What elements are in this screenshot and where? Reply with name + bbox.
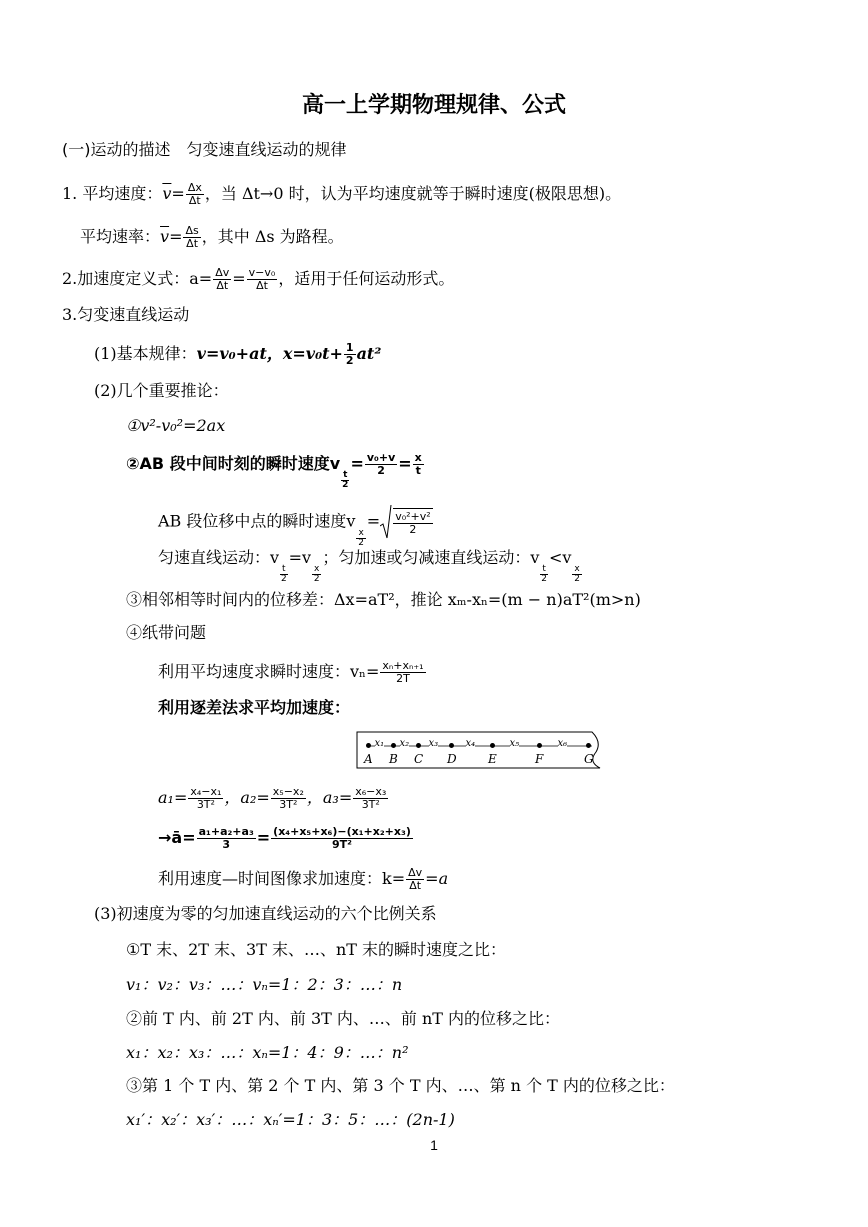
ratio-3-values: x₁′：x₂′：x₃′：…：xₙ′=1：3：5：…：(2n-1) xyxy=(126,1110,455,1129)
ratio-1-values: v₁：v₂：v₃：…：vₙ=1：2：3：…：n xyxy=(126,975,403,994)
v-bar: $\overline{v}$ xyxy=(160,227,170,246)
page-number: 1 xyxy=(430,1137,438,1153)
fraction: $\frac{x}{t}$ xyxy=(414,451,422,477)
item-label: 1. 平均速度： xyxy=(62,184,163,203)
fraction: $\frac{\text{v₀+v}}{2}$ xyxy=(366,451,396,477)
sqrt-radical: $\frac{\text{v₀²+v²}}{2}$ xyxy=(380,504,433,540)
tape-segment-label: x₁ xyxy=(374,738,385,749)
item3-heading: 3.匀变速直线运动 xyxy=(62,305,190,324)
ratio-3: ③第 1 个 T 内、第 2 个 T 内、第 3 个 T 内、…、第 n 个 T 内的位移之比： xyxy=(126,1076,675,1095)
tape-segment-label: x₂ xyxy=(399,738,410,749)
fraction: $\frac{\Delta s}{\Delta t}$ xyxy=(185,224,199,250)
tape-point-dot xyxy=(416,743,421,748)
fraction: $\frac{\Delta v}{\Delta t}$ xyxy=(215,266,230,292)
fraction: $\frac{\Delta v}{\Delta t}$ xyxy=(408,866,423,892)
fraction: $\frac{\text{x₄−x₁}}{\text{3T²}}$ xyxy=(190,785,222,811)
inference-3: ③相邻相等时间内的位移差：Δx=aT²，推论 xₘ-xₙ=(m − n)aT²(m>n) xyxy=(126,590,641,609)
fraction: $\frac{1}{2}$ xyxy=(345,341,354,367)
partial-accelerations: a₁= $\frac{\text{x₄−x₁}}{\text{3T²}}$ ，a₂= $\frac{\text{x₅−x₂}}{\text{3T²}}$ ，a₃= $\frac{\text{x₆−x₃}}{\text{3T²}}$ xyxy=(158,785,387,811)
average-acceleration: →ā= $\frac{\text{a₁+a₂+a₃}}{3}$ = $\frac{\text{(x₄+x₅+x₆)−(x₁+x₂+x₃)}}{\text{9T²}}$ xyxy=(158,825,411,851)
avg-speed-line: 平均速率：$\overline{v}=$ $\frac{\Delta s}{\Delta t}$ ，其中 Δs 为路程。 xyxy=(80,224,344,250)
tape-point-dot xyxy=(391,743,396,748)
tape-point-label: B xyxy=(389,752,398,766)
inferences-heading: (2)几个重要推论： xyxy=(94,381,229,400)
ratio-2: ②前 T 内、前 2T 内、前 3T 内、…、前 nT 内的位移之比： xyxy=(126,1009,561,1028)
fraction: $\frac{\text{xₙ+xₙ₊₁}}{2T}$ xyxy=(382,659,424,685)
tape-point-label: G xyxy=(584,752,594,766)
tape-segment-label: x₆ xyxy=(557,738,568,749)
tape-segment-label: x₃ xyxy=(428,738,439,749)
tape-point-label: F xyxy=(535,752,544,766)
fraction: $\frac{\text{(x₄+x₅+x₆)−(x₁+x₂+x₃)}}{\text{9T²}}$ xyxy=(273,825,411,851)
inference-1: ①v²-v₀²=2ax xyxy=(126,416,226,435)
ratio-heading: (3)初速度为零的匀加速直线运动的六个比例关系 xyxy=(94,904,437,923)
paper-tape-diagram xyxy=(356,730,604,770)
inference-4: ④纸带问题 xyxy=(126,623,207,642)
basic-laws: (1)基本规律：v=v₀+at，x=v₀t+ $\frac{1}{2}$ at² xyxy=(94,341,382,367)
avg-velocity-line: 1. 平均速度：$\overline{v}=$ $\frac{\Delta x}{\Delta t}$ ，当 Δt→0 时，认为平均速度就等于瞬时速度(极限思想)。 xyxy=(62,181,622,207)
inference-2c: 匀速直线运动：v $\frac{t}{2}$ =v $\frac{x}{2}$ ；匀加速或匀减速直线运动：v $\frac{t}{2}$ <v $\frac{x}{2}$ xyxy=(158,548,580,584)
fraction: $\frac{\text{x₆−x₃}}{\text{3T²}}$ xyxy=(355,785,387,811)
tape-segment-label: x₅ xyxy=(509,738,520,749)
section-heading: (一)运动的描述 匀变速直线运动的规律 xyxy=(62,140,347,159)
tape-point-label: C xyxy=(414,752,424,766)
tape-point-label: A xyxy=(364,752,373,766)
fraction: $\frac{\text{x₅−x₂}}{\text{3T²}}$ xyxy=(272,785,304,811)
v-bar: $\overline{v}$ xyxy=(162,184,172,203)
inference-2b: AB 段位移中点的瞬时速度v $\frac{x}{2}$ = $\frac{\text{v₀²+v²}}{2}$ xyxy=(158,504,434,548)
fraction: $\frac{\text{a₁+a₂+a₃}}{3}$ xyxy=(198,825,254,851)
avg-velocity-text: ，当 Δt→0 时，认为平均速度就等于瞬时速度(极限思想)。 xyxy=(204,184,622,203)
tape-point-dot xyxy=(366,743,371,748)
tape-point-dot xyxy=(490,743,495,748)
tape-avg-accel-heading: 利用逐差法求平均加速度： xyxy=(158,698,351,717)
tape-point-dot xyxy=(449,743,454,748)
tape-instant-velocity: 利用平均速度求瞬时速度：vₙ= $\frac{\text{xₙ+xₙ₊₁}}{2T}$ xyxy=(158,659,424,685)
tape-point-dot xyxy=(537,743,542,748)
page-title: 高一上学期物理规律、公式 xyxy=(301,93,566,118)
fraction: $\frac{\text{v−v₀}}{\Delta t}$ xyxy=(248,266,276,292)
fraction: $\frac{\Delta x}{\Delta t}$ xyxy=(187,181,202,207)
inference-2: ②AB 段中间时刻的瞬时速度v $\frac{t}{2}$ = $\frac{\text{v₀+v}}{2}$ = $\frac{x}{t}$ xyxy=(126,451,422,490)
acceleration-definition: 2.加速度定义式：a= $\frac{\Delta v}{\Delta t}$ = $\frac{\text{v−v₀}}{\Delta t}$ ，适用于任何运动形式。 xyxy=(62,266,455,292)
ratio-1: ①T 末、2T 末、3T 末、…、nT 末的瞬时速度之比： xyxy=(126,940,507,959)
tape-point-label: D xyxy=(447,752,457,766)
tape-segment-label: x₄ xyxy=(465,738,476,749)
vt-graph-acceleration: 利用速度—时间图像求加速度：k= $\frac{\Delta v}{\Delta t}$ =a xyxy=(158,866,449,892)
ratio-2-values: x₁：x₂：x₃：…：xₙ=1：4：9：…：n² xyxy=(126,1043,409,1062)
tape-point-dot xyxy=(586,743,591,748)
tape-point-label: E xyxy=(488,752,497,766)
